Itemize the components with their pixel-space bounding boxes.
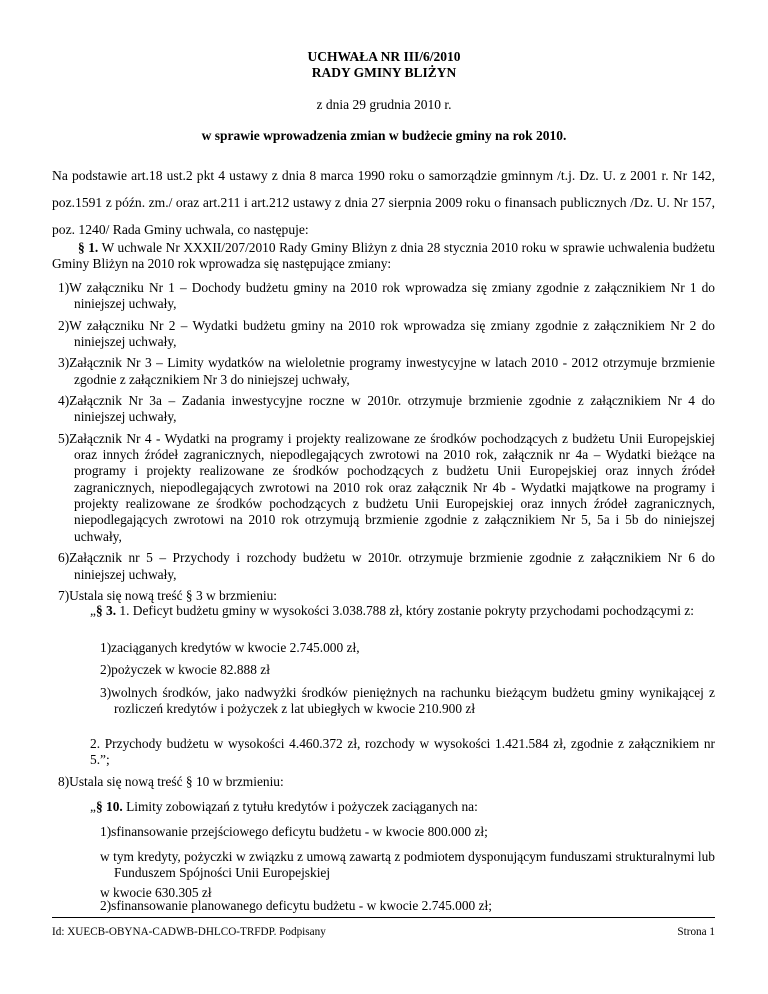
council-name: RADY GMINY BLIŻYN — [311, 65, 457, 80]
list-item: 6)Załącznik nr 5 – Przychody i rozchody budżetu w 2010r. otrzymuje brzmienie zgodnie z załącznikiem Nr 6 do niniejszej uchwały, — [58, 550, 715, 582]
page-number: Strona 1 — [677, 926, 715, 938]
list-item: 5)Załącznik Nr 4 - Wydatki na programy i projekty realizowane ze środków pochodzących z budżetu Unii Europejskiej oraz innych źródeł zagranicznych, niepodlegających zwrotowi na 2010 rok, załącznik nr 4a – Wydatki bieżące na programy i projekty realizowane ze środków pochodzących z budżetu Unii Europejskiej oraz innych źródeł zagranicznych, niepodlegających zwrotowi na 2010 rok oraz załącznik Nr 4b - Wydatki majątkowe na programy i projekty realizowane ze środków pochodzących z budżetu Unii Europejskiej oraz innych źródeł zagranicznych, niepodlegających zwrotowi na 2010 rok otrzymują brzmienie zgodnie z załącznikiem Nr 5, 5a i 5b do niniejszej uchwały, — [58, 430, 715, 544]
section-1-text: W uchwale Nr XXXII/207/2010 Rady Gminy Bliżyn z dnia 28 stycznia 2010 roku w sprawie uchwalenia budżetu Gminy Bliżyn na 2010 rok wprowadza się następujące zmiany: — [52, 240, 715, 272]
resolution-title: UCHWAŁA NR III/6/2010 — [307, 49, 461, 64]
footer-divider — [52, 917, 715, 918]
section-3-point-2: 2. Przychody budżetu w wysokości 4.460.372 zł, rozchody w wysokości 1.421.584 zł, zgodnie z załącznikiem nr 5.”; — [90, 736, 715, 768]
list-item: 4)Załącznik Nr 3a – Zadania inwestycyjne roczne w 2010r. otrzymuje brzmienie zgodnie z załącznikiem Nr 4 do niniejszej uchwały, — [58, 393, 715, 425]
list-item: 7)Ustala się nową treść § 3 w brzmieniu: — [58, 587, 278, 603]
section-10-text: „§ 10. Limity zobowiązań z tytułu kredytów i pożyczek zaciąganych na: — [90, 799, 478, 814]
document-id: Id: XUECB-OBYNA-CADWB-DHLCO-TRFDP. Podpisany — [52, 926, 326, 938]
list-item: 3)Załącznik Nr 3 – Limity wydatków na wieloletnie programy inwestycyjne w latach 2010 - 2012 otrzymuje brzmienie zgodnie z załącznikiem Nr 3 do niniejszej uchwały, — [58, 355, 715, 387]
list-item: 1)sfinansowanie przejściowego deficytu budżetu - w kwocie 800.000 zł; — [100, 824, 488, 839]
resolution-date: z dnia 29 grudnia 2010 r. — [316, 97, 452, 112]
section-3-subitems — [100, 640, 715, 717]
list-item: 2)pożyczek w kwocie 82.888 zł — [100, 662, 270, 678]
list-item: 8)Ustala się nową treść § 10 w brzmieniu: — [58, 774, 284, 789]
resolution-subject: w sprawie wprowadzenia zmian w budżecie gminy na rok 2010. — [201, 128, 567, 143]
section-10-note: w tym kredyty, pożyczki w związku z umową zawartą z podmiotem dysponującym funduszami strukturalnymi lub Funduszem Spójności Unii Europejskiej — [100, 849, 715, 881]
list-item: 1)zaciąganych kredytów w kwocie 2.745.000 zł, — [100, 640, 360, 655]
amendment-list — [58, 280, 715, 604]
section-10-subitems — [100, 824, 715, 840]
preamble: Na podstawie art.18 ust.2 pkt 4 ustawy z dnia 8 marca 1990 roku o samorządzie gminnym /t.j. Dz. U. z 2001 r. Nr 142, poz.1591 z późn. zm./ oraz art.211 i art.212 ustawy z dnia 27 sierpnia 2009 roku o finansach publicznych /Dz. U. Nr 157, poz. 1240/ Rada Gminy uchwala, co następuje: — [52, 168, 715, 237]
list-item: 2)sfinansowanie planowanego deficytu budżetu - w kwocie 2.745.000 zł; — [100, 898, 492, 913]
section-3-text: „§ 3. 1. Deficyt budżetu gminy w wysokości 3.038.788 zł, który zostanie pokryty przychodami pochodzącymi z: — [90, 603, 694, 618]
section-10-amount: w kwocie 630.305 zł — [100, 885, 212, 900]
list-item: 1)W załączniku Nr 1 – Dochody budżetu gminy na 2010 rok wprowadza się zmiany zgodnie z załącznikiem Nr 1 do niniejszej uchwały, — [58, 280, 715, 312]
list-item: 2)W załączniku Nr 2 – Wydatki budżetu gminy na 2010 rok wprowadza się zmiany zgodnie z załącznikiem Nr 2 do niniejszej uchwały, — [58, 317, 715, 350]
footer — [52, 926, 715, 940]
item-8 — [58, 774, 715, 790]
section-1 — [52, 240, 715, 273]
list-item: 3)wolnych środków, jako nadwyżki środków pieniężnych na rachunku bieżącym budżetu gminy wynikającej z rozliczeń kredytów i pożyczek z lat ubiegłych w kwocie 210.900 zł — [100, 684, 715, 717]
section-10-subitem-2 — [100, 898, 715, 914]
section-1-label: § 1. — [78, 240, 99, 255]
